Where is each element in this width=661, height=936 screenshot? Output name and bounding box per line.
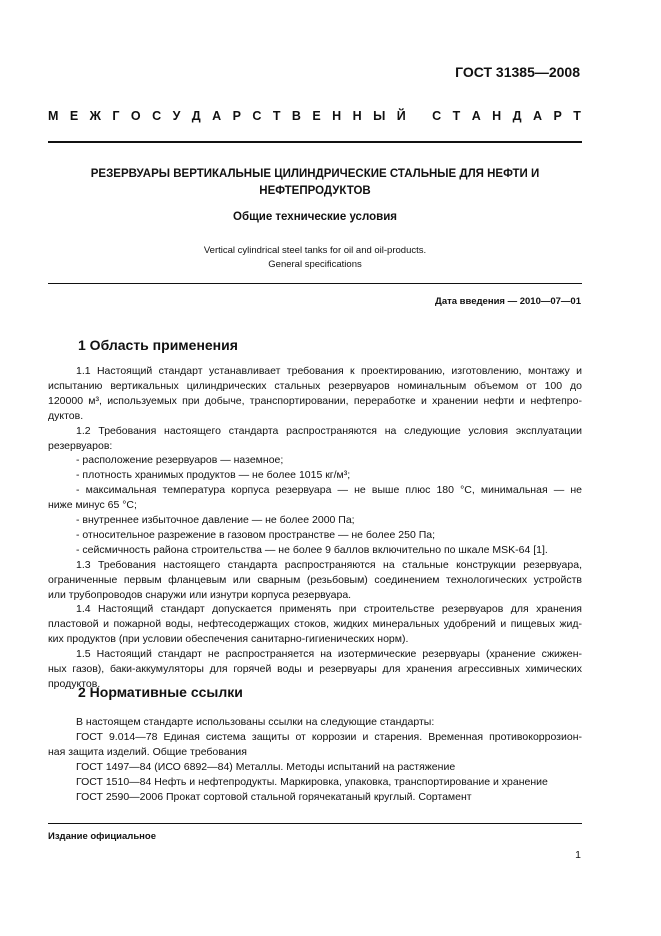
section1-line: резервуаров: — [48, 439, 113, 452]
series-letter: Е — [69, 109, 79, 123]
series-letter: Д — [191, 109, 201, 123]
official-edition-label: Издание официальное — [48, 831, 156, 842]
section1-line: - внутреннее избыточное давление — не более 2000 Па; — [76, 514, 355, 526]
section1-line: 1.4 Настоящий стандарт допускается применять при строительстве резервуаров для хранения — [76, 603, 582, 616]
series-letter: Е — [312, 109, 321, 123]
section1-line: испытанию вертикальных цилиндрических стальных резервуаров номинальным объемом от 100 до — [48, 379, 582, 392]
section1-line: - расположение резервуаров — наземное; — [76, 454, 284, 467]
series-letter: А — [532, 109, 542, 123]
section2-line: ГОСТ 2590—2006 Прокат сортовой стальной горячекатаный круглый. Сортамент — [76, 790, 472, 803]
series-letter: Т — [272, 109, 281, 123]
series-letter: С — [152, 109, 162, 123]
series-letter: С — [432, 109, 442, 123]
section1-line: 1.5 Настоящий стандарт не распространяется на изотермические резервуары (хранение сжижен- — [76, 648, 582, 661]
series-letter: У — [172, 109, 181, 123]
series-letter: А — [471, 109, 481, 123]
series-letter: Ж — [89, 109, 101, 123]
section1-line: - максимальная температура корпуса резервуара — не выше плюс 180 °С, минимальная — не — [76, 484, 582, 497]
series-letter: Т — [452, 109, 461, 123]
page-number: 1 — [575, 849, 581, 861]
series-heading — [48, 109, 581, 123]
series-letter: М — [48, 109, 59, 123]
section1-line: 1.1 Настоящий стандарт устанавливает требования к проектированию, изготовлению, монтажу и — [76, 365, 582, 377]
series-letter: В — [291, 109, 301, 123]
title-line-1: РЕЗЕРВУАРЫ ВЕРТИКАЛЬНЫЕ ЦИЛИНДРИЧЕСКИЕ СТАЛЬНЫЕ ДЛЯ НЕФТИ И — [90, 168, 540, 180]
section1-line: - относительное разрежение в газовом пространстве — не более 250 Па; — [76, 528, 436, 541]
title-rule — [48, 283, 582, 284]
section1-line: 1.2 Требования настоящего стандарта распространяются на следующие условия эксплуатации — [76, 424, 582, 437]
series-letter: Д — [512, 109, 522, 123]
section-2-heading: 2 Нормативные ссылки — [78, 684, 243, 700]
series-letter: Ы — [373, 109, 386, 123]
series-letter: Г — [112, 109, 120, 123]
section1-line: продуктов. — [48, 677, 101, 690]
document-title — [48, 166, 582, 200]
section2-line: В настоящем стандарте использованы ссылки на следующие стандарты: — [76, 716, 435, 728]
series-letter: С — [252, 109, 262, 123]
section2-line: ГОСТ 9.014—78 Единая система защиты от коррозии и старения. Временная противокоррозион- — [76, 730, 582, 743]
series-letter: Р — [553, 109, 562, 123]
section2-line: ГОСТ 1497—84 (ИСО 6892—84) Металлы. Методы испытаний на растяжение — [76, 760, 456, 773]
document-code: ГОСТ 31385—2008 — [455, 64, 580, 80]
series-letter: Н — [352, 109, 362, 123]
section1-line: или трубопроводов снаружи или изнутри корпуса резервуара. — [48, 588, 352, 601]
section2-line: ГОСТ 1510—84 Нефть и нефтепродукты. Маркировка, упаковка, транспортирование и хранение — [76, 775, 548, 788]
section1-line: ограниченные первым фланцевым или сварным (резьбовым) соединением технологических устройств — [48, 573, 582, 586]
section1-line: ких продуктов (при условии обеспечения санитарно-гигиенических норм). — [48, 633, 409, 646]
series-letter — [417, 109, 420, 123]
series-letter: Й — [396, 109, 406, 123]
series-letter: А — [212, 109, 222, 123]
section-1-heading: 1 Область применения — [78, 337, 238, 353]
section1-line: - плотность хранимых продуктов — не более 1015 кг/м³; — [76, 469, 351, 482]
section1-line: пластовой и пожарной воды, нефтесодержащих стоков, жидких минеральных удобрений и пищевых жид- — [48, 618, 582, 631]
section2-line: ная защита изделий. Общие требования — [48, 745, 247, 758]
section1-line: ных газов), баки-аккумуляторы для горячей воды и резервуары для хранения агрессивных химических — [48, 663, 582, 675]
section1-line: 120000 м³, используемых при добыче, транспортировании, переработке и хранении нефти и нефтепро- — [48, 394, 582, 407]
series-letter: Н — [332, 109, 342, 123]
english-title-line-1: Vertical cylindrical steel tanks for oil and oil-products. — [203, 245, 427, 256]
series-letter: Р — [232, 109, 241, 123]
section1-line: дуктов. — [48, 409, 84, 422]
english-title — [48, 244, 582, 272]
footer-rule — [48, 823, 582, 824]
english-title-line-2: General specifications — [268, 259, 362, 270]
series-letter: Н — [492, 109, 502, 123]
section1-line: - сейсмичность района строительства — не более 9 баллов включительно по шкале MSK-64 [1]. — [76, 543, 548, 556]
section1-line: 1.3 Требования настоящего стандарта распространяются на стальные конструкции резервуара, — [76, 558, 582, 571]
top-rule — [48, 141, 582, 143]
series-letter: Т — [573, 109, 581, 123]
section1-line: ниже минус 65 °С; — [48, 499, 137, 512]
document-subtitle: Общие технические условия — [233, 211, 397, 223]
series-letter: О — [130, 109, 141, 123]
title-line-2: НЕФТЕПРОДУКТОВ — [259, 185, 371, 197]
introduction-date: Дата введения — 2010—07—01 — [435, 296, 581, 307]
